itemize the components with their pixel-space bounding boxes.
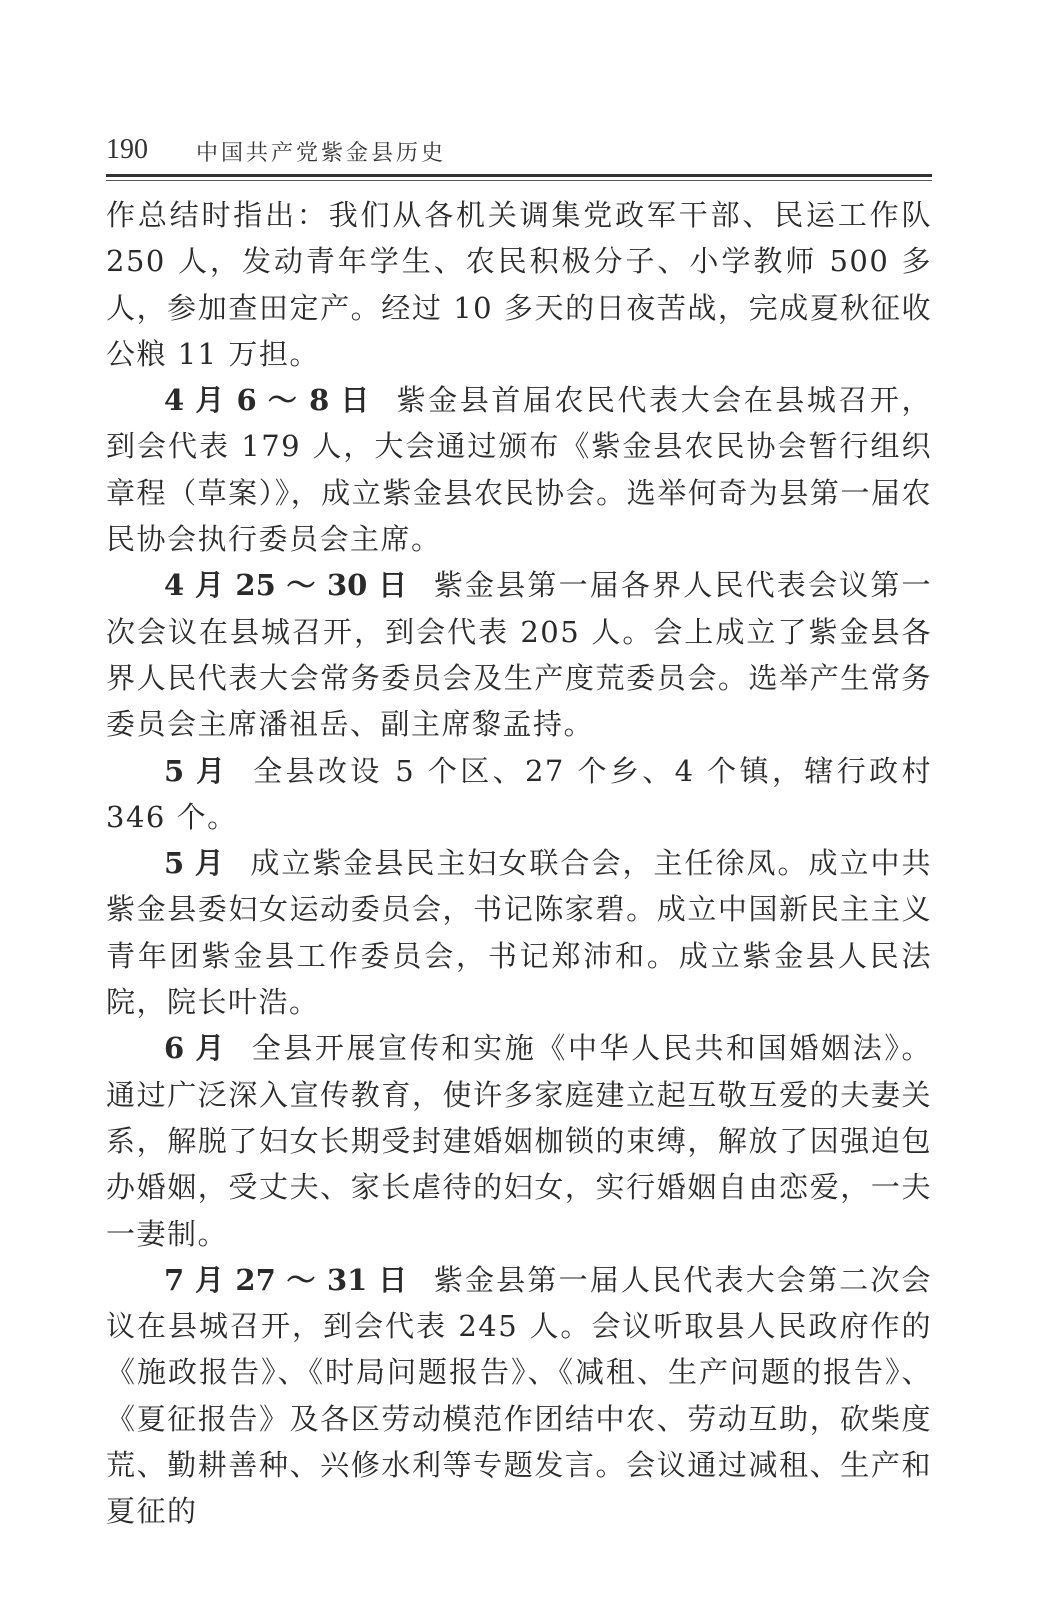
chronicle-entry xyxy=(106,1025,932,1256)
entry-text: 紫金县第一届人民代表大会第二次会议在县城召开，到会代表 245 人。会议听取县人民政府作的《施政报告》、《时局问题报告》、《减租、生产问题的报告》、《夏征报告》及各区劳动模范作团结中农、劳动互助，砍柴度荒、勤耕善种、兴修水利等专题发言。会议通过减租、生产和夏征的 xyxy=(106,1262,932,1529)
entry-text: 紫金县第一届各界人民代表会议第一次会议在县城召开，到会代表 205 人。会上成立了紫金县各界人民代表大会常务委员会及生产度荒委员会。选举产生常务委员会主席潘祖岳、副主席黎孟持。 xyxy=(106,568,932,742)
entry-text: 全县改设 5 个区、27 个乡、4 个镇，辖行政村 346 个。 xyxy=(106,753,932,834)
entry-text: 成立紫金县民主妇女联合会，主任徐凤。成立中共紫金县委妇女运动委员会，书记陈家碧。成立中国新民主主义青年团紫金县工作委员会，书记郑沛和。成立紫金县人民法院，院长叶浩。 xyxy=(106,846,932,1020)
chronicle-entry xyxy=(106,562,932,747)
chronicle-entry xyxy=(106,840,932,1025)
chronicle-entry xyxy=(106,1257,932,1535)
page-number: 190 xyxy=(106,134,148,165)
chronicle-entry xyxy=(106,377,932,562)
entry-date: 5 月 xyxy=(164,846,225,881)
entry-date: 4 月 25 ～ 30 日 xyxy=(164,568,408,603)
header-rule-thin xyxy=(106,180,932,181)
continuation-paragraph: 作总结时指出：我们从各机关调集党政军干部、民运工作队250 人，发动青年学生、农民积极分子、小学教师 500 多人，参加查田定产。经过 10 多天的日夜苦战，完成夏秋征收公粮 11 万担。 xyxy=(106,198,932,371)
chronicle-entry xyxy=(106,748,932,841)
entry-date: 7 月 27 ～ 31 日 xyxy=(164,1262,408,1297)
entry-date: 4 月 6 ～ 8 日 xyxy=(164,383,371,418)
entry-text: 全县开展宣传和实施《中华人民共和国婚姻法》。通过广泛深入宣传教育，使许多家庭建立起互敬互爱的夫妻关系，解脱了妇女长期受封建婚姻枷锁的束缚，解放了因强迫包办婚姻，受丈夫、家长虐待的妇女，实行婚姻自由恋爱，一夫一妻制。 xyxy=(106,1031,932,1251)
entry-date: 5 月 xyxy=(164,753,228,788)
header-rule-thick xyxy=(106,174,932,177)
book-title: 中国共产党紫金县历史 xyxy=(196,141,447,166)
running-header xyxy=(106,128,932,172)
entry-date: 6 月 xyxy=(164,1031,226,1066)
body-text xyxy=(106,192,932,1535)
entry-text: 紫金县首届农民代表大会在县城召开，到会代表 179 人，大会通过颁布《紫金县农民协会暂行组织章程（草案）》，成立紫金县农民协会。选举何奇为县第一届农民协会执行委员会主席。 xyxy=(106,383,932,557)
